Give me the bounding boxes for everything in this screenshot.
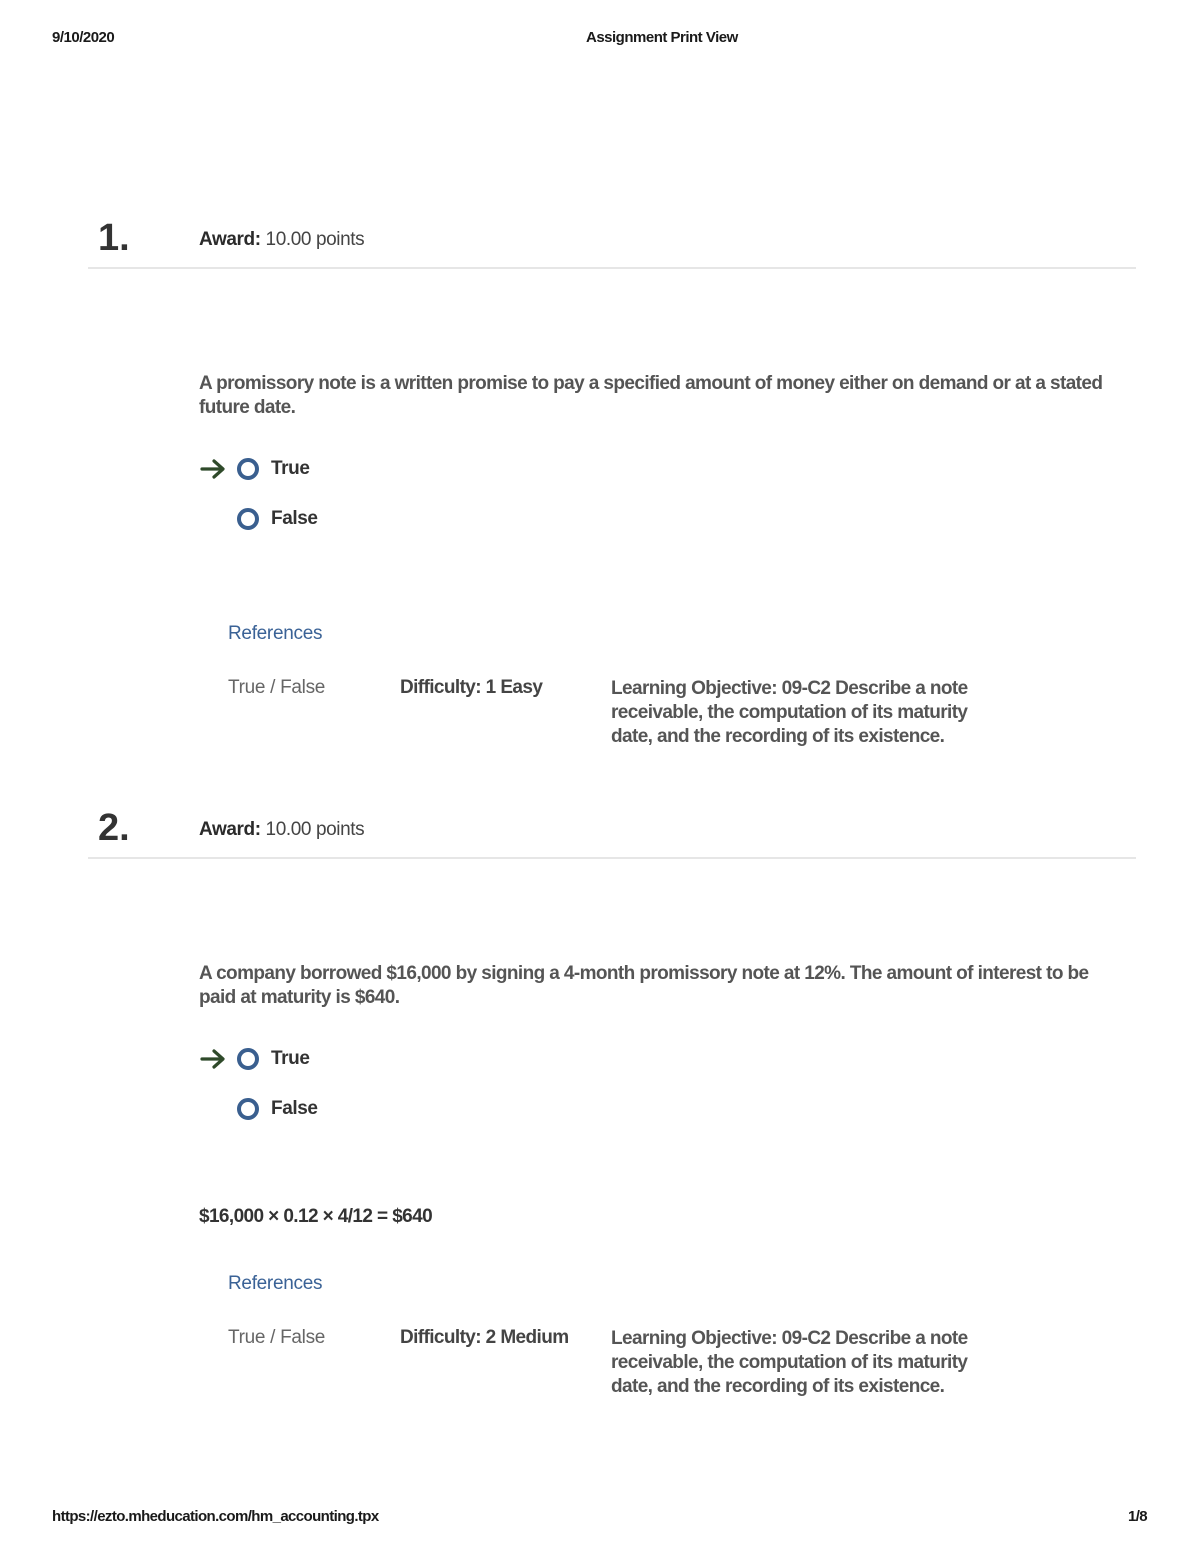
arrow-slot — [200, 504, 234, 534]
print-date: 9/10/2020 — [52, 29, 115, 46]
option-label: True — [271, 1048, 310, 1069]
radio-button-icon[interactable] — [237, 458, 259, 480]
references-heading[interactable]: References — [228, 623, 323, 644]
divider — [88, 857, 1136, 859]
radio-button-icon[interactable] — [237, 1048, 259, 1070]
reference-type: True / False — [228, 1327, 326, 1348]
award-value: 10.00 points — [265, 819, 365, 840]
option-label: True — [271, 458, 310, 479]
arrow-slot — [200, 1044, 234, 1074]
radio-button-icon[interactable] — [237, 508, 259, 530]
award-line — [199, 228, 364, 252]
references-heading[interactable]: References — [228, 1273, 323, 1294]
question-number: 1. — [98, 217, 130, 259]
option-label: False — [271, 1098, 318, 1119]
reference-type: True / False — [228, 677, 326, 698]
arrow-right-icon — [200, 458, 228, 480]
arrow-slot — [200, 1094, 234, 1124]
question-text: A promissory note is a written promise to pay a specified amount of money either on demand or at a stated future date. — [199, 373, 1103, 418]
radio-button-icon[interactable] — [237, 1098, 259, 1120]
arrow-slot — [200, 454, 234, 484]
explanation-formula: $16,000 × 0.12 × 4/12 = $640 — [199, 1206, 433, 1227]
difficulty: Difficulty: 1 Easy — [400, 677, 543, 698]
question-text: A company borrowed $16,000 by signing a 4-month promissory note at 12%. The amount of interest to be paid at maturity is $640. — [199, 963, 1089, 1008]
option-true[interactable] — [200, 1044, 310, 1074]
learning-objective: Learning Objective: 09-C2 Describe a note receivable, the computation of its maturity date, and the recording of its existence. — [611, 1328, 968, 1397]
option-false[interactable] — [200, 1094, 318, 1124]
question-number: 2. — [98, 807, 130, 849]
difficulty: Difficulty: 2 Medium — [400, 1327, 569, 1348]
arrow-right-icon — [200, 1048, 228, 1070]
print-title: Assignment Print View — [586, 29, 738, 46]
page-number: 1/8 — [1128, 1508, 1148, 1525]
award-line — [199, 818, 364, 842]
option-true[interactable] — [200, 454, 310, 484]
award-value: 10.00 points — [265, 229, 365, 250]
award-label: Award: — [199, 819, 261, 840]
award-label: Award: — [199, 229, 261, 250]
divider — [88, 267, 1136, 269]
print-url: https://ezto.mheducation.com/hm_accounting.tpx — [52, 1508, 379, 1525]
learning-objective: Learning Objective: 09-C2 Describe a note receivable, the computation of its maturity date, and the recording of its existence. — [611, 678, 968, 747]
option-label: False — [271, 508, 318, 529]
option-false[interactable] — [200, 504, 318, 534]
